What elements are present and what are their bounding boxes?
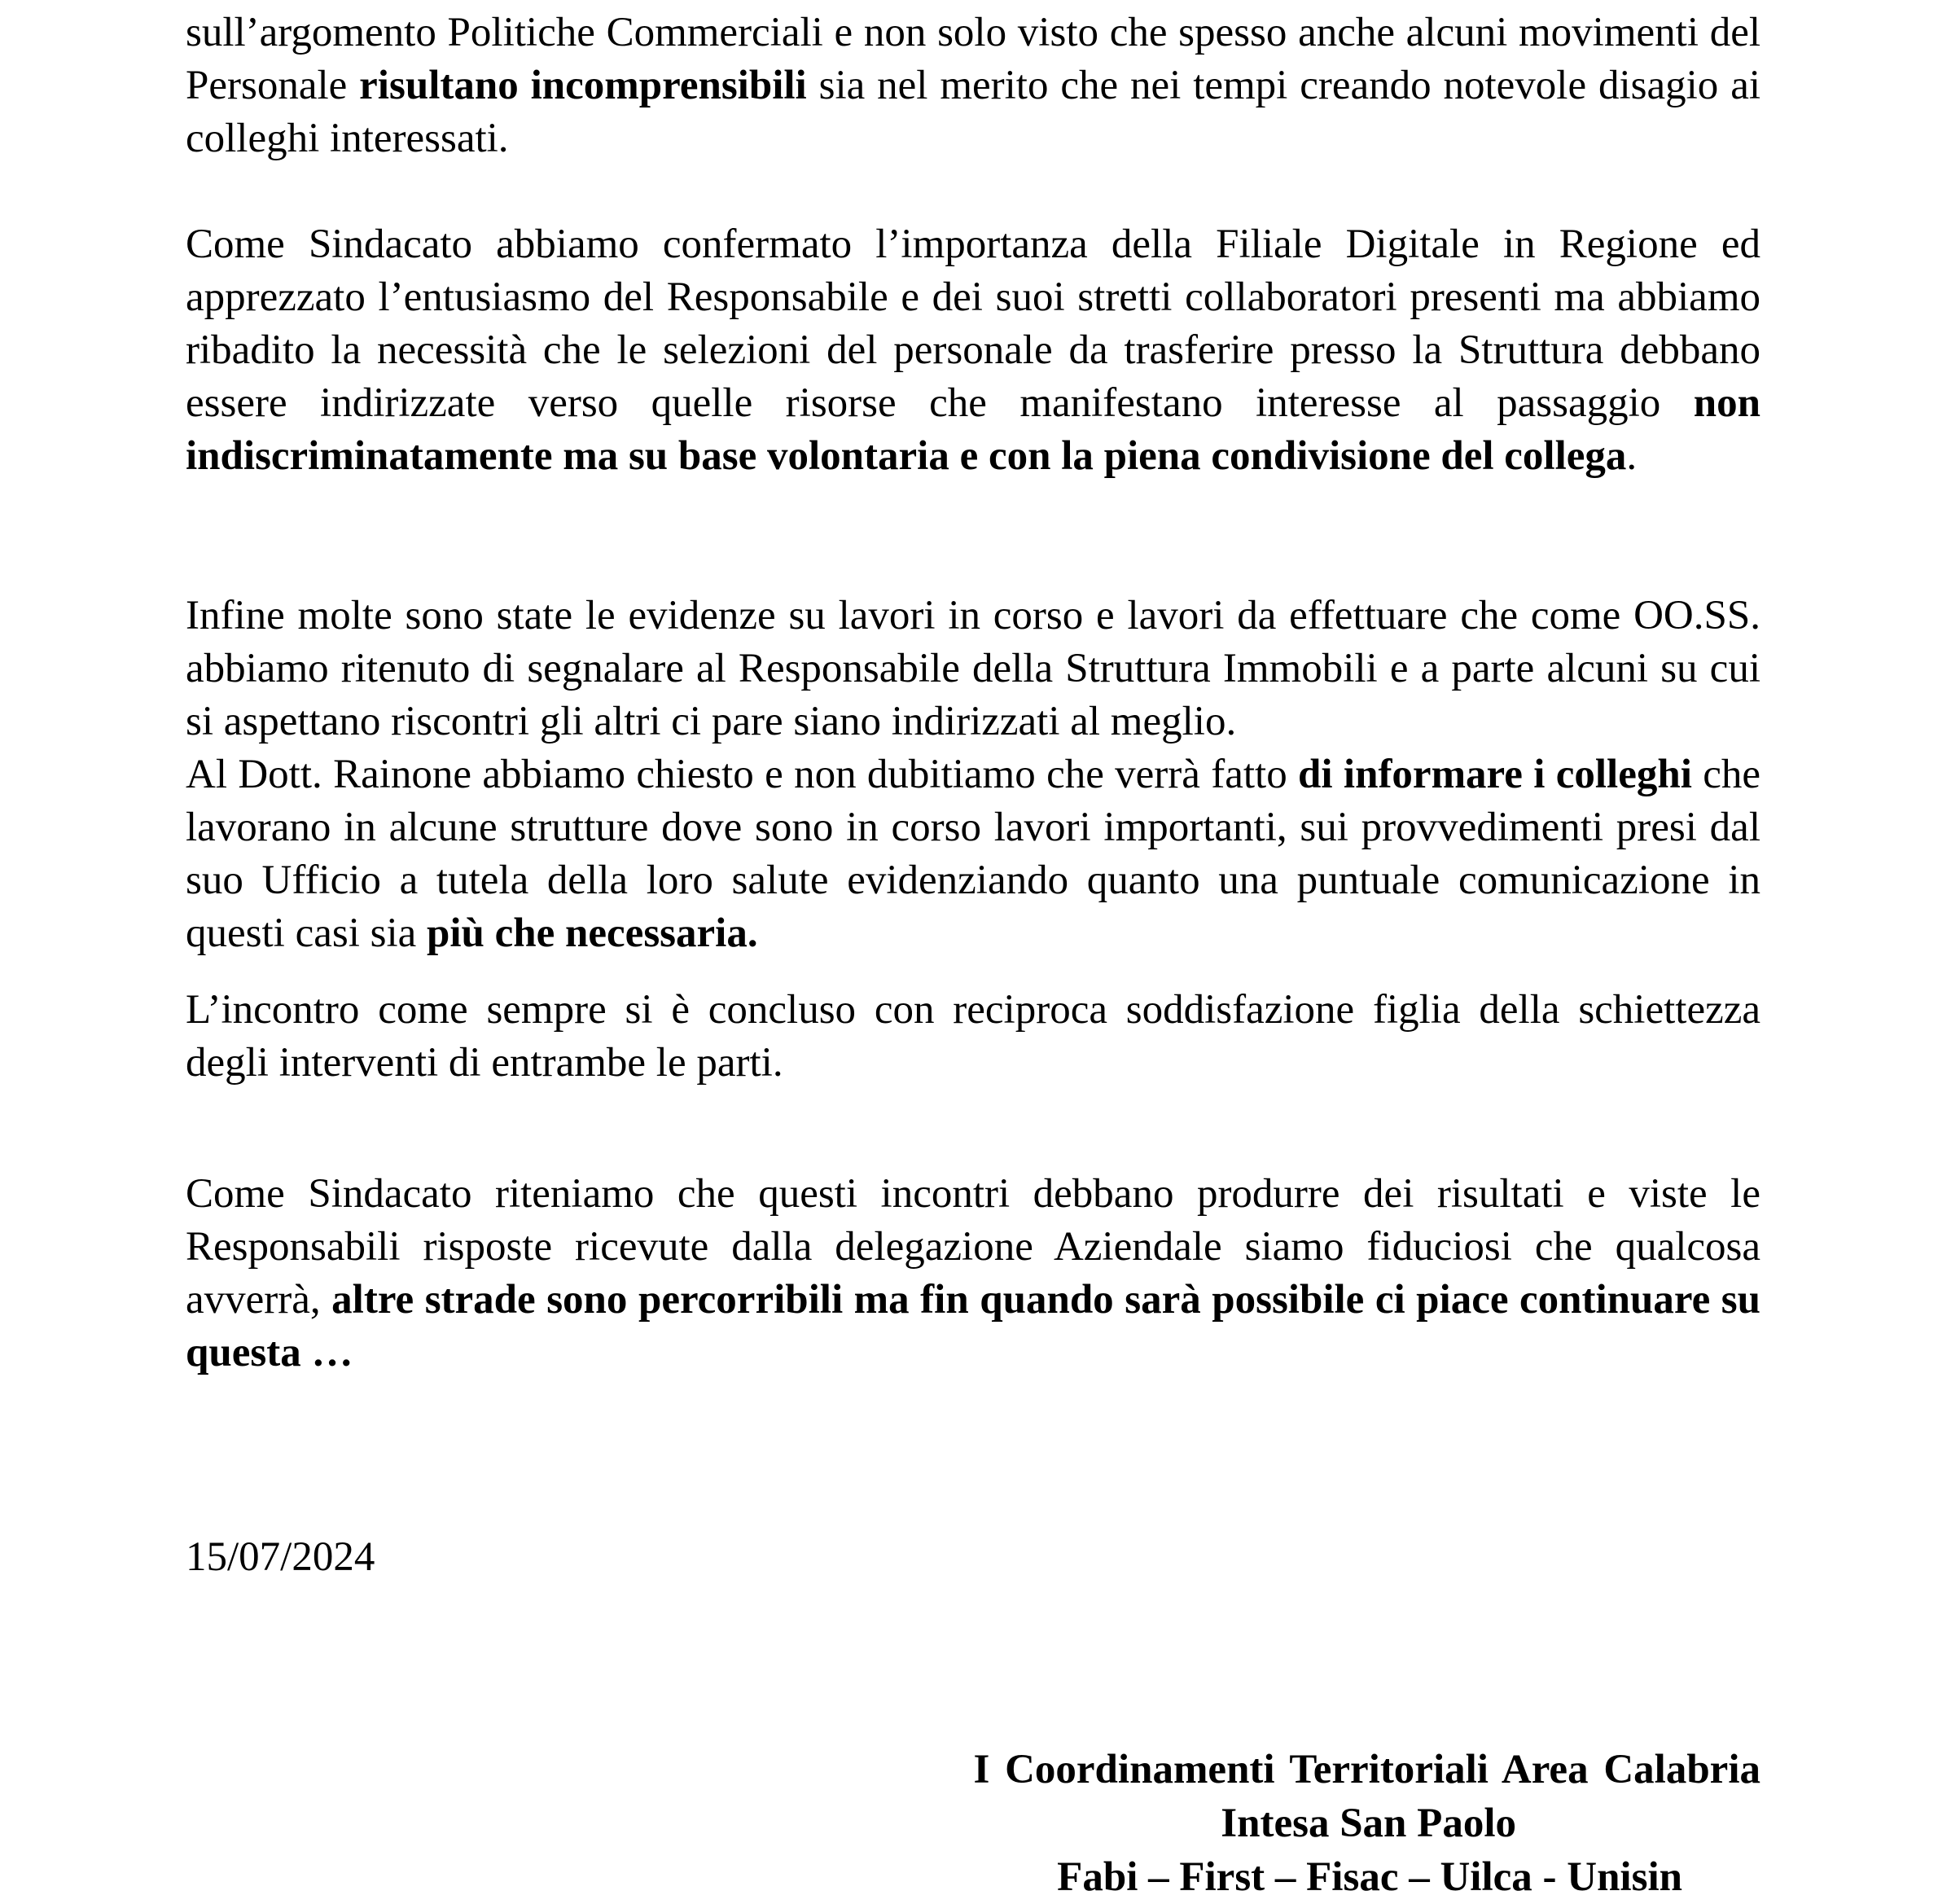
- text-run: che lavorano in alcune strutture dove sono in corso lavori importanti, sui provvedimenti presi dal suo Ufficio a tutela della loro salute evidenziando quanto una puntuale comunicazione in questi casi sia: [186, 752, 1760, 956]
- signature-block: [865, 1743, 1760, 1904]
- bold-text-run: altre strade sono percorribili ma fin quando sarà possibile ci piace continuare su questa …: [186, 1277, 1760, 1375]
- document-date: 15/07/2024: [186, 1534, 375, 1580]
- bold-text-run: risultano incomprensibili: [359, 63, 807, 108]
- bold-text-run: non indiscriminatamente ma su base volontaria e con la piena condivisione del collega: [186, 380, 1760, 479]
- paragraph-politiche-commerciali: [186, 7, 1760, 165]
- text-run: L’incontro come sempre si è concluso con reciproca soddisfazione figlia della schiettezza degli interventi di entrambe le parti.: [186, 987, 1760, 1086]
- text-run: Infine molte sono state le evidenze su lavori in corso e lavori da effettuare che come OO.SS. abbiamo ritenuto di segnalare al Responsabile della Struttura Immobili e a parte alcuni su cui si aspettano riscontri gli altri ci pare siano indirizzati al meglio.: [186, 593, 1760, 744]
- bold-text-run: di informare i colleghi: [1298, 752, 1692, 797]
- text-run: sia nel merito che nei tempi creando notevole disagio ai colleghi interessati.: [186, 63, 1761, 161]
- paragraph-incontro-concluso: [186, 984, 1760, 1090]
- paragraph-lavori-immobili: [186, 590, 1760, 960]
- text-run: .: [1626, 433, 1638, 479]
- text-run: Al Dott. Rainone abbiamo chiesto e non dubitiamo che verrà fatto: [186, 752, 1299, 797]
- signature-bank-name: Intesa San Paolo: [1221, 1801, 1516, 1846]
- paragraph-filiale-digitale: [186, 218, 1760, 483]
- signature-coordinamenti: I Coordinamenti Territoriali Area Calabria: [973, 1747, 1760, 1792]
- text-run: Come Sindacato riteniamo che questi incontri debbano produrre dei risultati e viste le Responsabili risposte ricevute dalla delegazione Aziendale siamo fiduciosi che qualcosa avverrà,: [186, 1171, 1760, 1323]
- paragraph-conclusione: [186, 1168, 1760, 1380]
- text-run: Come Sindacato abbiamo confermato l’importanza della Filiale Digitale in Regione ed apprezzato l’entusiasmo del Responsabile e dei suoi stretti collaboratori presenti ma abbiamo ribadito la necessità che le selezioni del personale da trasferire presso la Struttura debbano essere indirizzate verso quelle risorse che manifestano interesse al passaggio: [186, 222, 1760, 426]
- text-run: sull’argomento Politiche Commerciali e non solo visto che spesso anche alcuni movimenti del Personale: [186, 10, 1760, 108]
- signature-unions: Fabi – First – Fisac – Uilca - Unisin: [1057, 1854, 1682, 1900]
- bold-text-run: più che necessaria.: [427, 910, 758, 956]
